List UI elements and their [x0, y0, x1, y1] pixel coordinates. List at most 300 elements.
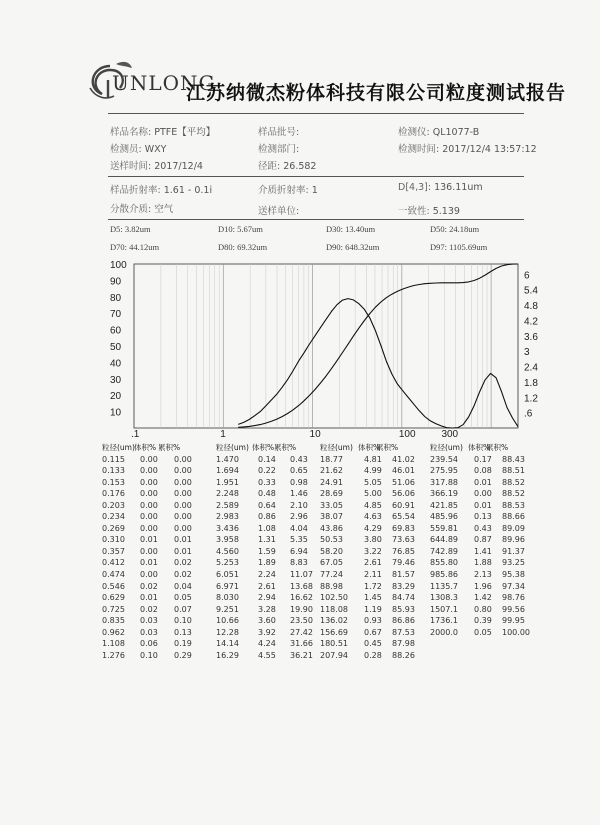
volume-cell: 0.00	[140, 477, 158, 487]
volume-cell: 1.88	[474, 558, 492, 568]
left-tick-label: 100	[110, 260, 127, 271]
send-time-value: 2017/12/4	[154, 161, 203, 172]
table-row	[320, 488, 428, 500]
left-tick-label: 80	[110, 292, 122, 304]
table-row	[102, 569, 208, 581]
size-cell: 207.94	[320, 650, 348, 660]
volume-cell: 0.13	[474, 512, 492, 522]
right-tick-label: 3.6	[524, 331, 538, 343]
size-cell: 77.24	[320, 570, 343, 580]
table-row	[216, 465, 324, 477]
size-cell: 366.19	[430, 489, 458, 499]
table-row	[102, 454, 208, 466]
cumulative-cell: 0.00	[174, 466, 192, 476]
cumulative-cell: 88.53	[502, 500, 525, 510]
d43-row	[398, 182, 483, 193]
size-cell: 8.030	[216, 593, 239, 603]
table-row	[102, 477, 208, 489]
table-row	[216, 500, 324, 512]
left-tick-label: 10	[110, 407, 122, 419]
table-header-cell: 体积%	[468, 443, 491, 452]
d97-value: D97: 1105.69um	[430, 242, 488, 252]
cumulative-cell: 83.29	[392, 581, 415, 591]
volume-cell: 0.14	[258, 454, 276, 464]
cumulative-cell: 0.19	[174, 639, 192, 649]
volume-cell: 0.17	[474, 454, 492, 464]
volume-cell: 0.00	[140, 466, 158, 476]
volume-cell: 1.42	[474, 593, 492, 603]
cumulative-cell: 88.66	[502, 512, 525, 522]
table-row	[320, 534, 428, 546]
table-header-cell: 体积%	[134, 443, 157, 452]
cumulative-cell: 73.63	[392, 535, 415, 545]
size-cell: 50.53	[320, 535, 343, 545]
volume-cell: 0.03	[140, 627, 158, 637]
d43-label: D[4,3]:	[398, 182, 432, 193]
cumulative-cell: 0.01	[174, 535, 192, 545]
top-rule	[108, 113, 524, 114]
volume-cell: 2.11	[364, 570, 382, 580]
table-header	[430, 442, 538, 454]
table-row	[430, 604, 538, 616]
volume-cell: 0.05	[474, 627, 492, 637]
table-row	[216, 581, 324, 593]
volume-cell: 3.60	[258, 616, 276, 626]
table-row	[102, 546, 208, 558]
table-row	[320, 638, 428, 650]
cumulative-cell: 89.96	[502, 535, 525, 545]
test-time-row	[398, 141, 537, 155]
size-cell: 118.08	[320, 604, 348, 614]
volume-cell: 0.01	[140, 535, 158, 545]
volume-cell: 4.29	[364, 523, 382, 533]
table-row	[216, 557, 324, 569]
table-row	[430, 511, 538, 523]
table-row	[216, 534, 324, 546]
test-time-value: 2017/12/4 13:57:12	[442, 144, 537, 155]
volume-cell: 0.00	[140, 570, 158, 580]
d70-value: D70: 44.12um	[110, 242, 160, 252]
table-row	[320, 523, 428, 535]
volume-cell: 4.55	[258, 650, 276, 660]
cumulative-cell: 0.00	[174, 512, 192, 522]
cumulative-cell: 0.05	[174, 593, 192, 603]
table-header-cell: 累积%	[486, 443, 509, 452]
cumulative-cell: 87.98	[392, 639, 415, 649]
cumulative-cell: 93.25	[502, 558, 525, 568]
size-cell: 6.051	[216, 570, 239, 580]
table-row	[216, 488, 324, 500]
size-cell: 5.253	[216, 558, 239, 568]
cumulative-cell: 16.62	[290, 593, 313, 603]
sample-ri-label: 样品折射率:	[110, 185, 161, 196]
report-title: 江苏纳微杰粉体科技有限公司粒度测试报告	[186, 82, 567, 104]
cumulative-cell: 98.76	[502, 593, 525, 603]
cumulative-cell: 2.10	[290, 500, 308, 510]
medium-ri-row	[258, 182, 318, 196]
size-cell: 0.153	[102, 477, 125, 487]
cumulative-cell: 79.46	[392, 558, 415, 568]
d80-value: D80: 69.32um	[218, 242, 268, 252]
size-cell: 239.54	[430, 454, 458, 464]
volume-cell: 0.08	[474, 466, 492, 476]
volume-cell: 1.41	[474, 546, 492, 556]
cumulative-cell: 0.00	[174, 500, 192, 510]
table-row	[430, 454, 538, 466]
volume-cell: 0.93	[364, 616, 382, 626]
size-cell: 317.88	[430, 477, 458, 487]
volume-cell: 0.86	[258, 512, 276, 522]
cumulative-cell: 13.68	[290, 581, 313, 591]
size-cell: 1308.3	[430, 593, 458, 603]
particle-size-chart	[104, 258, 544, 438]
size-cell: 43.86	[320, 523, 343, 533]
batch-row	[258, 124, 299, 138]
dept-label: 检测部门:	[258, 144, 300, 155]
size-cell: 33.05	[320, 500, 343, 510]
d50-value: D50: 24.18um	[430, 224, 480, 234]
cumulative-cell: 95.38	[502, 570, 525, 580]
size-cell: 16.29	[216, 650, 239, 660]
table-row	[320, 650, 428, 662]
cumulative-cell: 84.74	[392, 593, 415, 603]
table-row	[430, 465, 538, 477]
table-row	[216, 638, 324, 650]
volume-cell: 0.02	[140, 581, 158, 591]
cumulative-cell: 88.43	[502, 454, 525, 464]
size-cell: 156.69	[320, 627, 348, 637]
cumulative-cell: 88.26	[392, 650, 415, 660]
size-cell: 0.310	[102, 535, 125, 545]
volume-cell: 3.80	[364, 535, 382, 545]
table-row	[430, 477, 538, 489]
cumulative-cell: 4.04	[290, 523, 308, 533]
cumulative-cell: 56.06	[392, 489, 415, 499]
right-tick-label: 6	[524, 270, 530, 282]
table-row	[216, 569, 324, 581]
x-tick-label: 100	[398, 429, 416, 438]
table-row	[102, 500, 208, 512]
table-row	[216, 627, 324, 639]
send-time-label: 送样时间:	[110, 161, 152, 172]
table-row	[102, 534, 208, 546]
volume-cell: 0.03	[140, 616, 158, 626]
volume-cell: 1.89	[258, 558, 276, 568]
size-cell: 0.962	[102, 627, 125, 637]
size-cell: 0.835	[102, 616, 125, 626]
volume-cell: 0.67	[364, 627, 382, 637]
logo-text: UNLONG	[112, 71, 216, 95]
volume-cell: 1.72	[364, 581, 382, 591]
cumulative-cell: 51.06	[392, 477, 415, 487]
volume-cell: 1.31	[258, 535, 276, 545]
size-cell: 644.89	[430, 535, 458, 545]
table-column-3	[320, 442, 428, 661]
mid-rule-2	[108, 219, 524, 220]
table-row	[102, 511, 208, 523]
distribution-line	[238, 299, 518, 428]
table-header-cell: 累积%	[274, 443, 297, 452]
volume-cell: 0.10	[140, 650, 158, 660]
volume-cell: 2.61	[364, 558, 382, 568]
cumulative-cell: 23.50	[290, 616, 313, 626]
cumulative-cell: 0.13	[174, 627, 192, 637]
volume-cell: 4.85	[364, 500, 382, 510]
table-row	[430, 500, 538, 512]
size-cell: 421.85	[430, 500, 458, 510]
table-row	[216, 523, 324, 535]
size-cell: 14.14	[216, 639, 239, 649]
table-row	[216, 592, 324, 604]
cumulative-cell: 8.83	[290, 558, 308, 568]
volume-cell: 0.01	[140, 558, 158, 568]
table-row	[430, 557, 538, 569]
table-header-cell: 粒径(um)	[430, 443, 463, 452]
volume-cell: 0.64	[258, 500, 276, 510]
size-cell: 1736.1	[430, 616, 458, 626]
d90-value: D90: 648.32um	[326, 242, 380, 252]
size-cell: 67.05	[320, 558, 343, 568]
table-header	[216, 442, 324, 454]
x-tick-label: .1	[131, 429, 140, 438]
size-cell: 0.133	[102, 466, 125, 476]
size-cell: 136.02	[320, 616, 348, 626]
plot-area	[134, 264, 518, 428]
table-row	[102, 650, 208, 662]
test-time-label: 检测时间:	[398, 144, 440, 155]
volume-cell: 0.33	[258, 477, 276, 487]
table-header	[320, 442, 428, 454]
cumulative-cell: 0.00	[174, 477, 192, 487]
sample-ri-row	[110, 182, 212, 196]
table-row	[430, 488, 538, 500]
x-tick-label: 1	[220, 429, 226, 438]
size-cell: 1.276	[102, 650, 125, 660]
size-cell: 0.176	[102, 489, 125, 499]
cumulative-cell: 0.07	[174, 604, 192, 614]
table-row	[320, 604, 428, 616]
size-cell: 985.86	[430, 570, 458, 580]
size-cell: 855.80	[430, 558, 458, 568]
table-row	[320, 569, 428, 581]
table-row	[102, 592, 208, 604]
volume-cell: 4.63	[364, 512, 382, 522]
size-cell: 3.436	[216, 523, 239, 533]
right-tick-label: 5.4	[524, 285, 538, 297]
volume-cell: 2.94	[258, 593, 276, 603]
volume-cell: 0.00	[140, 500, 158, 510]
table-row	[320, 592, 428, 604]
span-value: 26.582	[283, 161, 317, 172]
right-tick-label: 2.4	[524, 362, 538, 374]
volume-cell: 0.00	[140, 546, 158, 556]
cumulative-cell: 36.21	[290, 650, 313, 660]
cumulative-cell: 11.07	[290, 570, 313, 580]
cumulative-cell: 46.01	[392, 466, 415, 476]
volume-cell: 0.02	[140, 604, 158, 614]
unit-row	[258, 203, 299, 217]
volume-cell: 4.24	[258, 639, 276, 649]
volume-cell: 0.01	[140, 593, 158, 603]
cumulative-cell: 19.90	[290, 604, 313, 614]
size-cell: 18.77	[320, 454, 343, 464]
volume-cell: 0.00	[140, 523, 158, 533]
volume-cell: 0.06	[140, 639, 158, 649]
volume-cell: 0.00	[140, 512, 158, 522]
mid-rule-1	[108, 176, 524, 177]
table-row	[102, 465, 208, 477]
size-cell: 10.66	[216, 616, 239, 626]
instrument-value: QL1077-B	[432, 127, 480, 138]
cumulative-cell: 60.91	[392, 500, 415, 510]
volume-cell: 0.87	[474, 535, 492, 545]
volume-cell: 1.08	[258, 523, 276, 533]
send-time-row	[110, 158, 203, 172]
volume-cell: 0.01	[474, 500, 492, 510]
tester-label: 检测员:	[110, 144, 142, 155]
table-row	[102, 557, 208, 569]
table-row	[320, 615, 428, 627]
size-cell: 559.81	[430, 523, 458, 533]
volume-cell: 3.28	[258, 604, 276, 614]
table-row	[216, 650, 324, 662]
left-tick-label: 50	[110, 342, 122, 353]
left-axis-ticks	[110, 260, 127, 419]
cumulative-cell: 81.57	[392, 570, 415, 580]
cumulative-cell: 0.43	[290, 454, 308, 464]
table-header-cell: 粒径(um)	[216, 443, 249, 452]
table-row	[430, 592, 538, 604]
cumulative-cell: 89.09	[502, 523, 525, 533]
cumulative-cell: 88.51	[502, 466, 525, 476]
batch-label: 样品批号:	[258, 127, 300, 138]
volume-cell: 1.19	[364, 604, 382, 614]
table-header-cell: 粒径(um)	[320, 443, 353, 452]
sample-ri-value: 1.61 - 0.1i	[163, 185, 213, 196]
table-row	[216, 615, 324, 627]
medium-ri-label: 介质折射率:	[258, 185, 309, 196]
tester-value: WXY	[144, 144, 167, 155]
size-cell: 2.248	[216, 489, 239, 499]
size-cell: 1.694	[216, 466, 239, 476]
size-cell: 102.50	[320, 593, 348, 603]
size-cell: 180.51	[320, 639, 348, 649]
size-cell: 0.474	[102, 570, 125, 580]
volume-cell: 0.00	[474, 489, 492, 499]
right-axis-ticks	[524, 270, 538, 419]
cumulative-cell: 1.46	[290, 489, 308, 499]
d10-value: D10: 5.67um	[218, 224, 263, 234]
cumulative-cell: 0.00	[174, 454, 192, 464]
cumulative-line	[238, 264, 518, 427]
volume-cell: 5.00	[364, 489, 382, 499]
table-column-4	[430, 442, 538, 638]
cumulative-cell: 0.00	[174, 489, 192, 499]
right-tick-label: 4.2	[524, 316, 538, 328]
volume-cell: 0.22	[258, 466, 276, 476]
tester-row	[110, 141, 166, 155]
cumulative-cell: 41.02	[392, 454, 415, 464]
unit-label: 送样单位:	[258, 206, 300, 217]
volume-cell: 0.39	[474, 616, 492, 626]
table-row	[320, 465, 428, 477]
size-cell: 1135.7	[430, 581, 458, 591]
cumulative-cell: 0.98	[290, 477, 308, 487]
size-cell: 0.115	[102, 454, 125, 464]
table-row	[320, 627, 428, 639]
cumulative-cell: 69.83	[392, 523, 415, 533]
size-cell: 0.725	[102, 604, 125, 614]
cumulative-cell: 99.56	[502, 604, 525, 614]
table-header-cell: 体积%	[358, 443, 381, 452]
size-cell: 6.971	[216, 581, 239, 591]
right-tick-label: 1.8	[524, 377, 538, 389]
table-row	[102, 488, 208, 500]
volume-cell: 2.24	[258, 570, 276, 580]
d43-value: 136.11um	[434, 182, 483, 193]
volume-cell: 3.92	[258, 627, 276, 637]
size-cell: 2.983	[216, 512, 239, 522]
cumulative-cell: 91.37	[502, 546, 525, 556]
table-row	[320, 477, 428, 489]
size-cell: 3.958	[216, 535, 239, 545]
cumulative-cell: 0.02	[174, 558, 192, 568]
cumulative-cell: 0.65	[290, 466, 308, 476]
table-row	[320, 511, 428, 523]
table-row	[102, 604, 208, 616]
size-cell: 12.28	[216, 627, 239, 637]
volume-cell: 0.28	[364, 650, 382, 660]
size-cell: 1507.1	[430, 604, 458, 614]
volume-cell: 2.61	[258, 581, 276, 591]
volume-cell: 0.00	[140, 489, 158, 499]
volume-cell: 0.80	[474, 604, 492, 614]
size-cell: 38.07	[320, 512, 343, 522]
volume-cell: 3.22	[364, 546, 382, 556]
dept-row	[258, 141, 299, 155]
table-row	[430, 581, 538, 593]
volume-cell: 5.05	[364, 477, 382, 487]
sample-name-value: PTFE【平均】	[154, 127, 216, 138]
size-cell: 1.470	[216, 454, 239, 464]
instrument-label: 检测仪:	[398, 127, 430, 138]
volume-cell: 0.48	[258, 489, 276, 499]
cumulative-cell: 2.96	[290, 512, 308, 522]
size-cell: 485.96	[430, 512, 458, 522]
instrument-row	[398, 124, 479, 138]
table-column-2	[216, 442, 324, 661]
span-row	[258, 158, 316, 172]
left-tick-label: 70	[110, 309, 122, 321]
table-row	[430, 615, 538, 627]
size-cell: 1.108	[102, 639, 125, 649]
size-cell: 4.560	[216, 546, 239, 556]
cumulative-cell: 5.35	[290, 535, 308, 545]
cumulative-cell: 76.85	[392, 546, 415, 556]
uniformity-label: 一致性:	[398, 206, 430, 217]
chart-lines	[238, 264, 518, 428]
cumulative-cell: 0.02	[174, 570, 192, 580]
dispersant-row	[110, 201, 173, 215]
size-cell: 0.546	[102, 581, 125, 591]
size-cell: 0.357	[102, 546, 125, 556]
table-row	[430, 627, 538, 639]
cumulative-cell: 27.42	[290, 627, 313, 637]
left-tick-label: 20	[110, 391, 122, 403]
size-cell: 21.62	[320, 466, 343, 476]
size-cell: 1.951	[216, 477, 239, 487]
sample-name-label: 样品名称:	[110, 127, 152, 138]
